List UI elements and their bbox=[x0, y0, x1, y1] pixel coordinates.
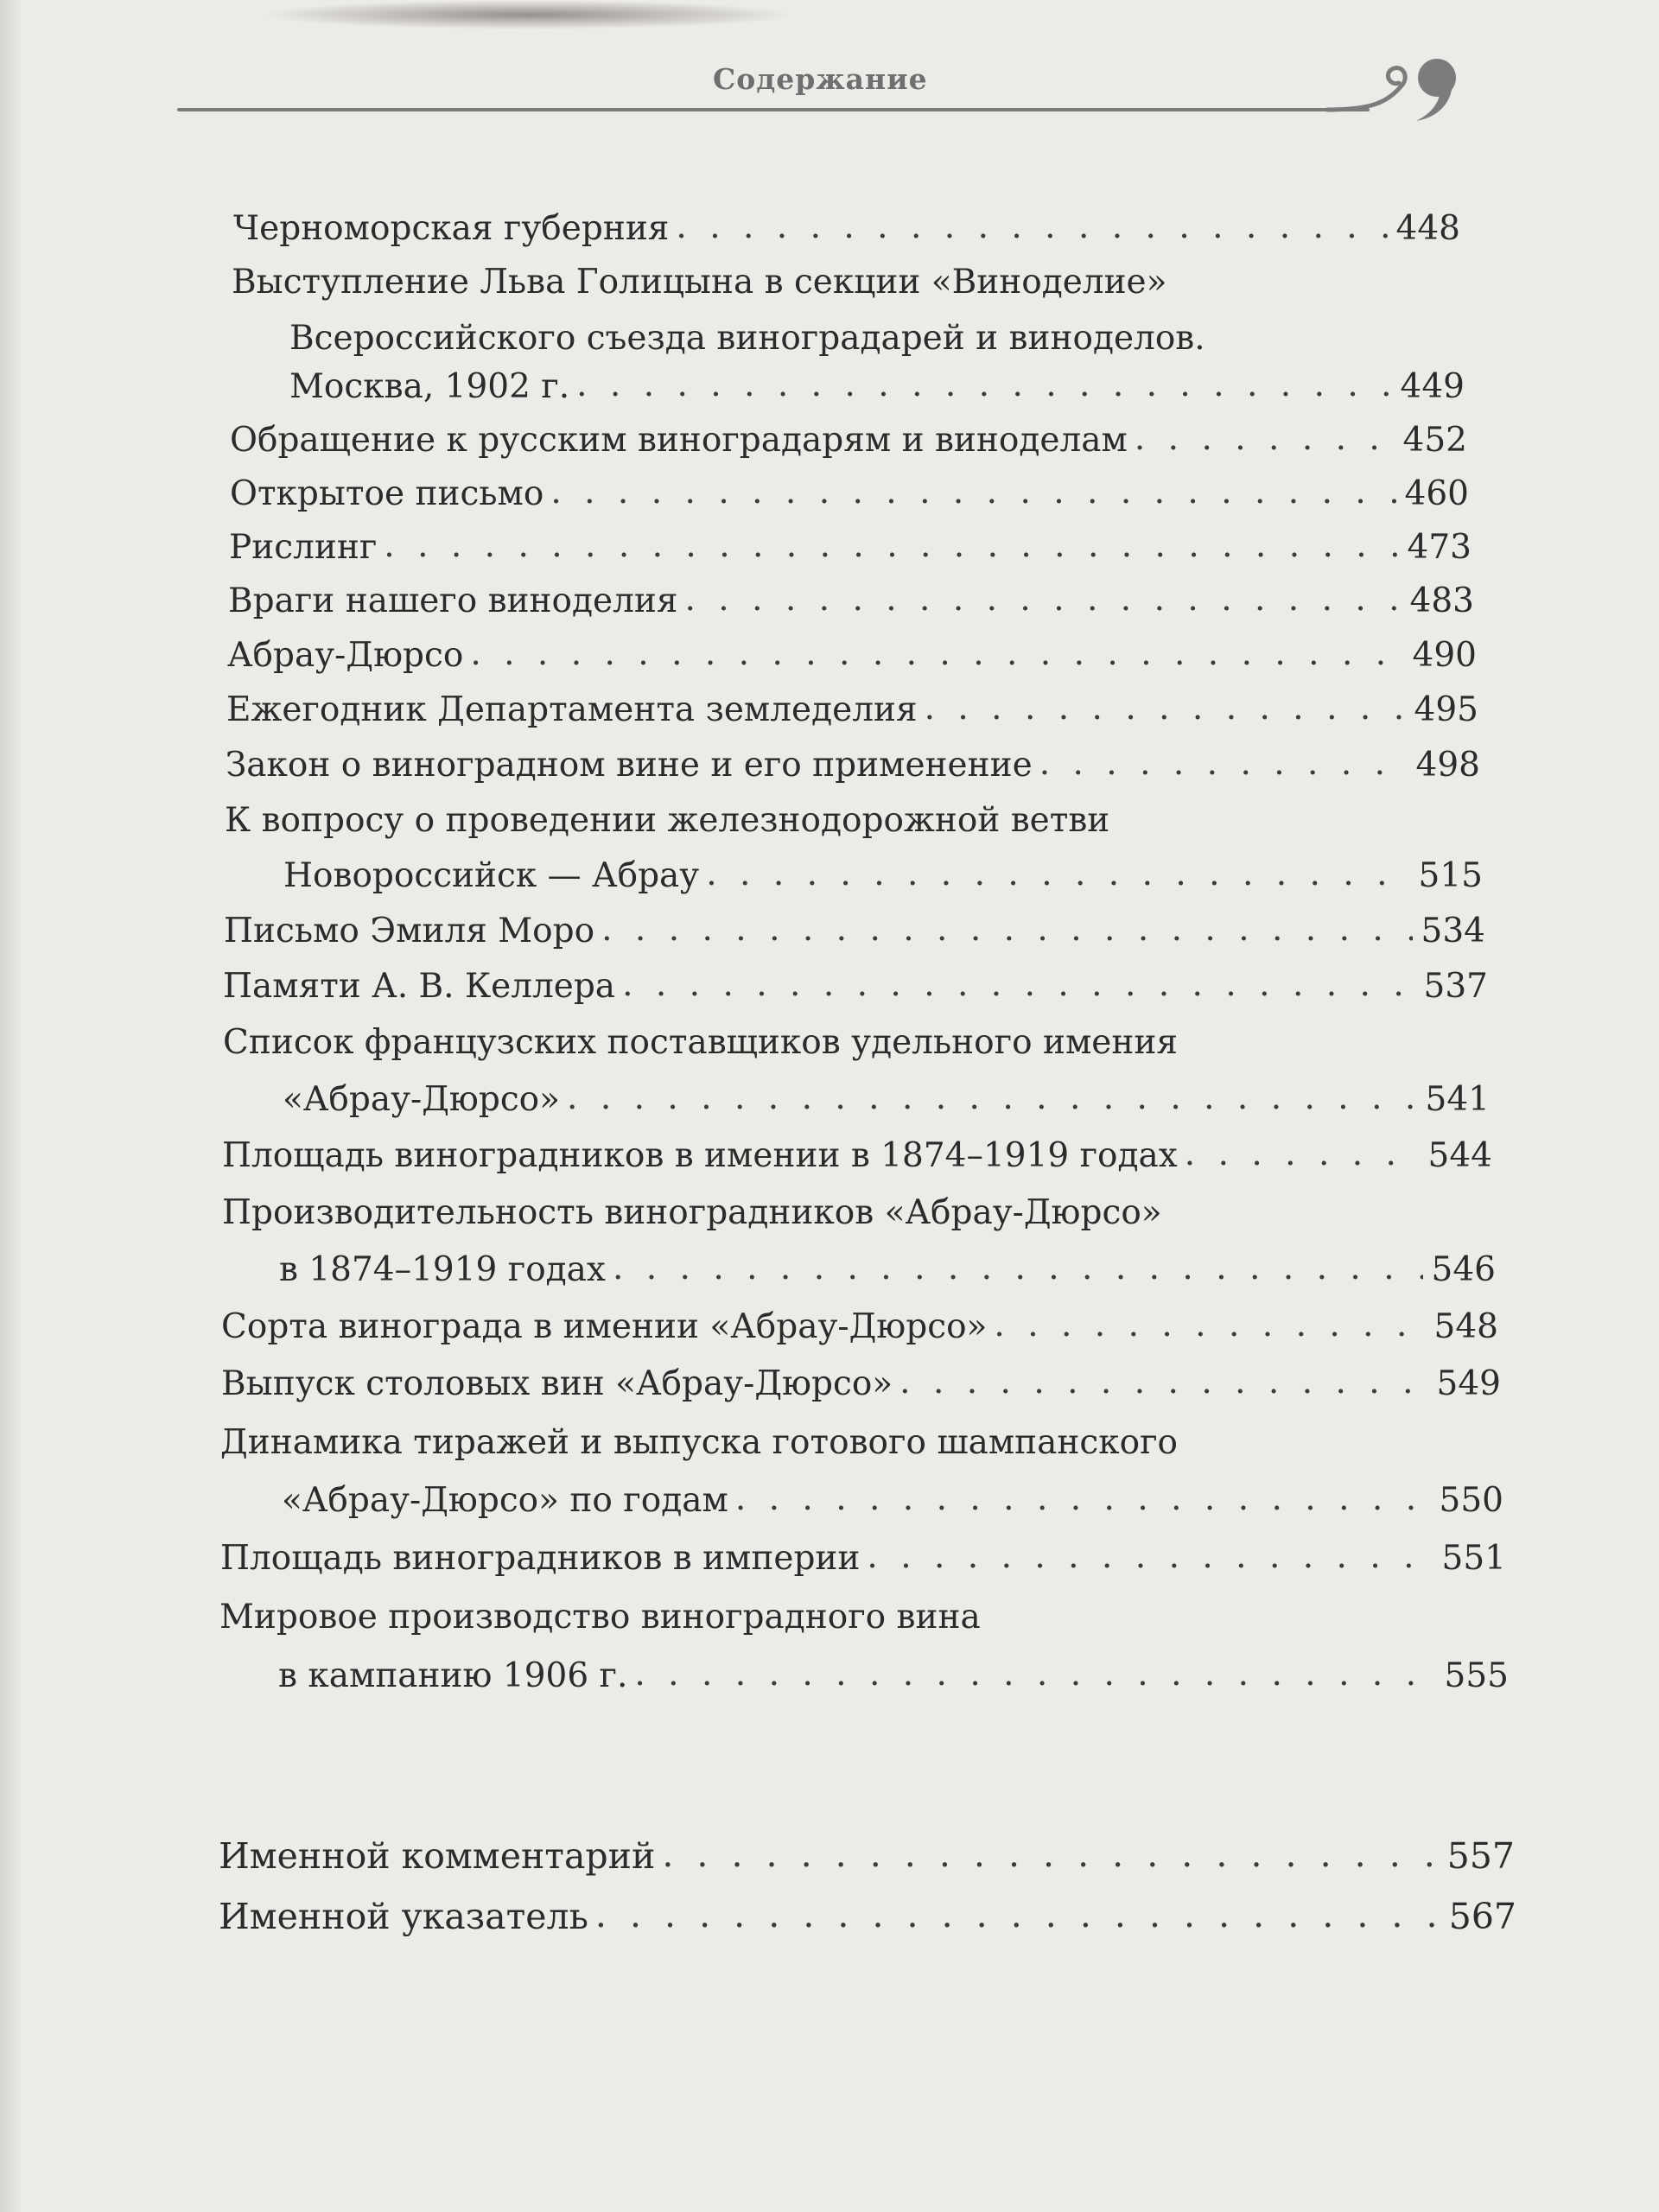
leader-dots bbox=[595, 1889, 1440, 1941]
toc-entry-title: Площадь виноградников в имении в 1874–1919 годах bbox=[222, 1136, 1178, 1175]
leader-dots bbox=[576, 359, 1391, 411]
toc-entry-title: Обращение к русским виноградарям и виноделам bbox=[230, 421, 1128, 460]
toc-page-number: 544 bbox=[1427, 1136, 1492, 1175]
toc-entry[interactable] bbox=[230, 415, 1467, 467]
toc-entry-title: Черноморская губерния bbox=[233, 209, 670, 248]
toc-entry-title: Сорта винограда в имении «Абрау-Дюрсо» bbox=[221, 1307, 988, 1346]
toc-page-number: 473 bbox=[1407, 528, 1471, 567]
toc-page-number: 498 bbox=[1415, 746, 1480, 785]
toc-entry[interactable] bbox=[226, 740, 1480, 791]
toc-entry[interactable] bbox=[219, 1830, 1515, 1882]
toc-entry-title: Враги нашего виноделия bbox=[228, 582, 678, 620]
leader-dots bbox=[735, 1473, 1431, 1525]
toc-entry-title-continued: Новороссийск — Абрау bbox=[283, 856, 700, 895]
page-edge bbox=[0, 0, 22, 2212]
toc-entry[interactable] bbox=[282, 1475, 1503, 1527]
leader-dots bbox=[706, 849, 1409, 900]
toc-page-number: 448 bbox=[1395, 209, 1460, 248]
toc-page-number: 537 bbox=[1423, 967, 1488, 1006]
toc-entry-title[interactable]: Список французских поставщиков удельного имения bbox=[223, 1023, 1178, 1062]
toc-page-number: 490 bbox=[1412, 636, 1477, 675]
toc-entry[interactable] bbox=[228, 575, 1474, 627]
toc-entry[interactable] bbox=[289, 361, 1465, 413]
toc-entry[interactable] bbox=[221, 1301, 1498, 1353]
toc-entry[interactable] bbox=[233, 203, 1460, 255]
toc-entry[interactable] bbox=[283, 850, 1483, 902]
toc-entry[interactable] bbox=[283, 1074, 1490, 1126]
toc-entry-title[interactable]: Выступление Льва Голицына в секции «Виноделие» bbox=[232, 263, 1167, 302]
toc-entry-title[interactable]: Динамика тиражей и выпуска готового шампанского bbox=[220, 1423, 1179, 1462]
leader-dots bbox=[684, 574, 1401, 626]
toc-entry-title: Памяти А. В. Келлера bbox=[223, 967, 616, 1006]
toc-page-number: 452 bbox=[1402, 421, 1467, 460]
toc-entry-title: Письмо Эмиля Моро bbox=[224, 912, 595, 950]
toc-page-number: 495 bbox=[1414, 690, 1478, 729]
page-title: Содержание bbox=[713, 62, 928, 96]
toc-page-number: 546 bbox=[1431, 1250, 1496, 1289]
toc-entry-title: Рислинг bbox=[229, 528, 378, 567]
toc-entry[interactable] bbox=[219, 1891, 1516, 1942]
toc-entry-title: Абрау-Дюрсо bbox=[227, 636, 464, 675]
leader-dots bbox=[1135, 413, 1395, 465]
toc-page-number: 515 bbox=[1418, 856, 1483, 895]
toc-entry-title[interactable]: Производительность виноградников «Абрау-Дюрсо» bbox=[222, 1193, 1162, 1232]
toc-entry-title: Выпуск столовых вин «Абрау-Дюрсо» bbox=[221, 1364, 893, 1403]
toc-entry[interactable] bbox=[278, 1650, 1509, 1702]
toc-page-number: 549 bbox=[1436, 1364, 1501, 1403]
leader-dots bbox=[384, 520, 1398, 572]
leader-dots bbox=[634, 1649, 1435, 1700]
leader-dots bbox=[613, 1243, 1423, 1294]
leader-dots bbox=[567, 1072, 1417, 1124]
toc-entry[interactable] bbox=[223, 961, 1488, 1013]
toc-page-number: 483 bbox=[1409, 582, 1474, 620]
toc-entry[interactable] bbox=[279, 1244, 1496, 1296]
toc-entry-title-continued: в 1874–1919 годах bbox=[279, 1250, 606, 1289]
leader-dots bbox=[622, 959, 1414, 1011]
toc-entry-title[interactable]: Мировое производство виноградного вина bbox=[219, 1598, 981, 1637]
toc-entry[interactable] bbox=[226, 684, 1478, 736]
toc-entry[interactable] bbox=[222, 1130, 1492, 1182]
leader-dots bbox=[676, 201, 1387, 253]
toc-entry-title-continued: в кампанию 1906 г. bbox=[278, 1656, 628, 1695]
toc-entry[interactable] bbox=[224, 906, 1485, 957]
toc-entry-title: Закон о виноградном вине и его применение bbox=[226, 746, 1033, 785]
toc-page-number: 548 bbox=[1433, 1307, 1498, 1346]
leader-dots bbox=[550, 467, 1395, 518]
page-header bbox=[177, 52, 1465, 121]
toc-entry-title: Открытое письмо bbox=[230, 474, 544, 513]
toc-page-number: 449 bbox=[1400, 367, 1465, 406]
toc-entry-title: Ежегодник Департамента земледелия bbox=[226, 690, 918, 729]
toc-entry[interactable] bbox=[227, 630, 1477, 682]
leader-dots bbox=[1039, 738, 1408, 790]
toc-page-number: 550 bbox=[1439, 1481, 1503, 1520]
flourish-ornament-icon bbox=[1326, 52, 1465, 121]
toc-entry-title-continued: «Абрау-Дюрсо» по годам bbox=[282, 1481, 728, 1520]
header-rule bbox=[177, 108, 1370, 111]
leader-dots bbox=[1185, 1128, 1420, 1180]
toc-page-number: 557 bbox=[1446, 1835, 1515, 1877]
leader-dots bbox=[899, 1357, 1427, 1408]
toc-entry[interactable] bbox=[221, 1358, 1501, 1410]
toc-entry-title-continued: «Абрау-Дюрсо» bbox=[283, 1080, 561, 1119]
leader-dots bbox=[601, 904, 1412, 956]
leader-dots bbox=[867, 1531, 1433, 1583]
leader-dots bbox=[994, 1300, 1425, 1351]
toc-entry-title: Площадь виноградников в империи bbox=[220, 1539, 861, 1578]
toc-entry-title: Именной комментарий bbox=[219, 1835, 656, 1877]
toc-entry-title: Именной указатель bbox=[219, 1896, 588, 1937]
leader-dots bbox=[470, 628, 1403, 680]
leader-dots bbox=[662, 1828, 1438, 1880]
toc-page-number: 534 bbox=[1421, 912, 1485, 950]
toc-page-number: 551 bbox=[1441, 1539, 1506, 1578]
finger-shadow bbox=[259, 0, 795, 29]
toc-page-number: 555 bbox=[1444, 1656, 1509, 1695]
toc-entry[interactable] bbox=[229, 522, 1471, 574]
toc-entry[interactable] bbox=[230, 468, 1469, 520]
toc-entry[interactable] bbox=[220, 1533, 1506, 1585]
toc-entry-title-continued: Всероссийского съезда виноградарей и виноделов. bbox=[289, 319, 1205, 358]
toc-entry-title-continued: Москва, 1902 г. bbox=[289, 367, 570, 406]
toc-page-number: 541 bbox=[1425, 1080, 1490, 1119]
toc-page-number: 460 bbox=[1404, 474, 1469, 513]
leader-dots bbox=[925, 683, 1406, 734]
toc-page-number: 567 bbox=[1448, 1896, 1516, 1937]
toc-entry-title[interactable]: К вопросу о проведении железнодорожной ветви bbox=[225, 801, 1110, 840]
